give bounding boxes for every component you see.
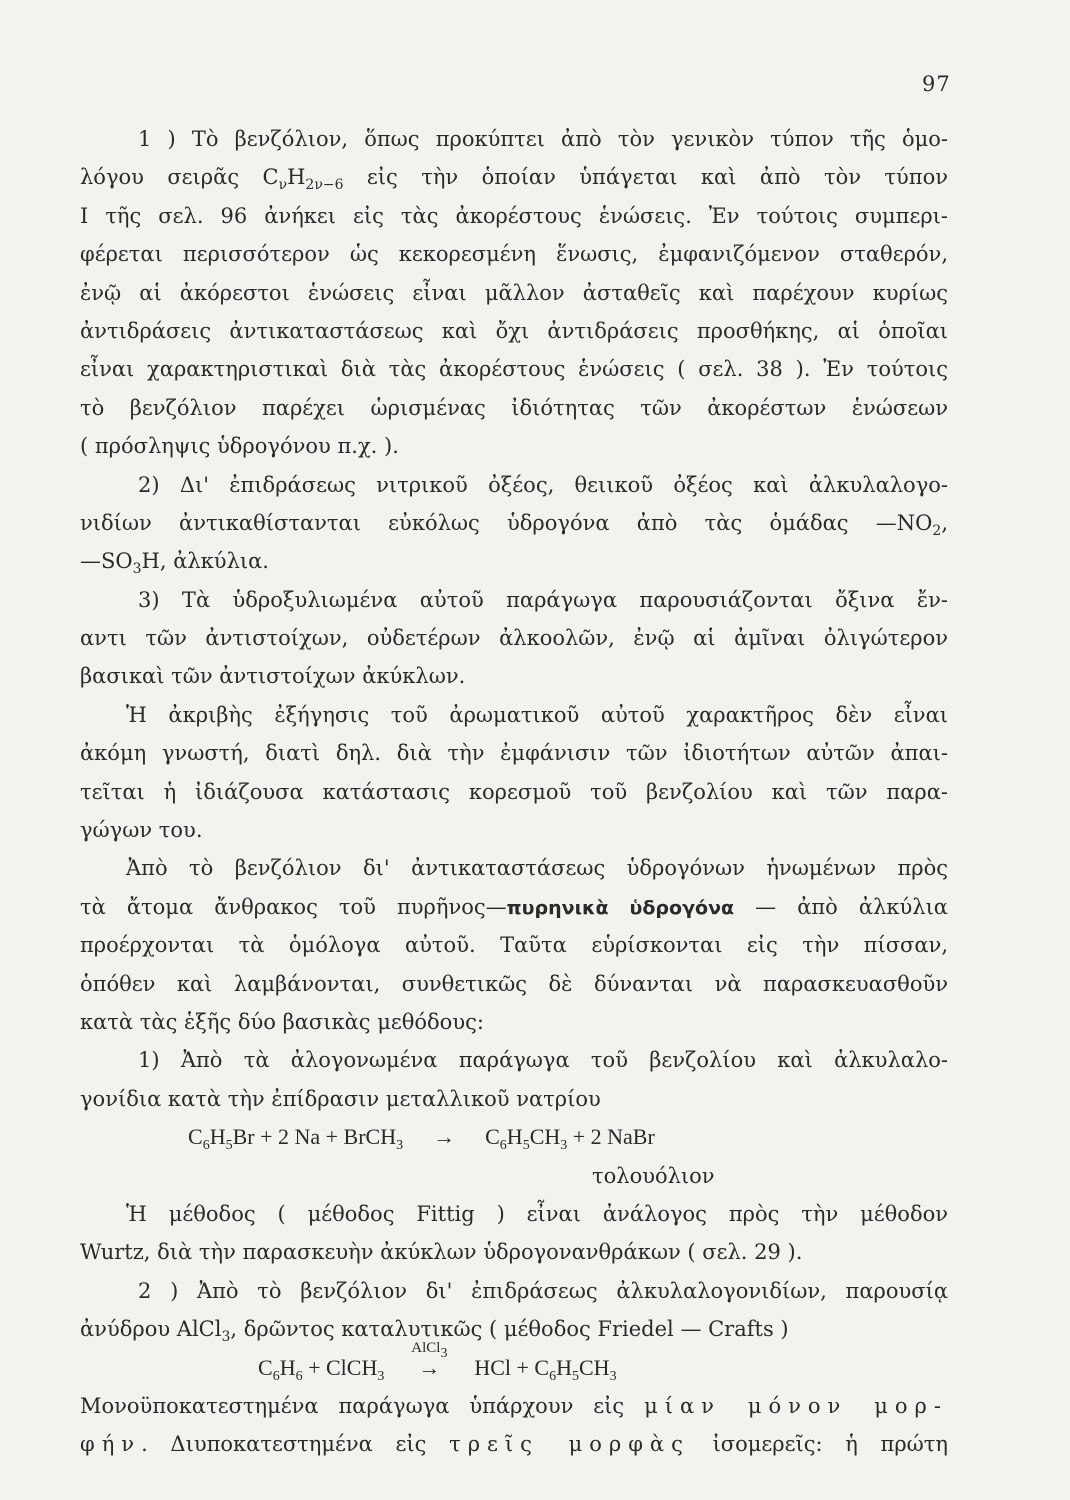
reaction-fittig: $C_6H_5Br + 2$ Na + BrCH$_3$ → $C_6H_5CH_3 + 2$ NaBr xyxy=(188,1124,655,1154)
text-line: ὁπόθεν καὶ λαμβάνονται, συνθετικῶς δὲ δύνανται νὰ παρασκευασθοῦν xyxy=(80,971,948,996)
spaced-emphasis: φήν xyxy=(80,1432,142,1457)
catalyst-arrow: AlCl3 → xyxy=(411,1339,448,1380)
text-line: ἀντιδράσεις ἀντικαταστάσεως καὶ ὄχι ἀντιδράσεις προσθήκης, αἱ ὁποῖαι xyxy=(80,318,948,343)
text-line: λόγου σειρᾶς $C_\nu H_{2\nu-6}$ εἰς τὴν ὁποίαν ὑπάγεται καὶ ἀπὸ τὸν τύπον xyxy=(80,165,948,194)
text-line: αντι τῶν ἀντιστοίχων, οὐδετέρων ἀλκοολῶν, ἐνῷ αἱ ἀμῖναι ὀλιγώτερον xyxy=(80,626,948,651)
spaced-emphasis: τρεῖς μορφὰς xyxy=(449,1432,690,1457)
text-line: φήν. Διυποκατεστημένα εἰς τρεῖς μορφὰς ἰσομερεῖς: ἡ πρώτη xyxy=(80,1432,949,1457)
text-line: Ἡ μέθοδος ( μέθοδος Fittig ) εἶναι ἀνάλογος πρὸς τὴν μέθοδον xyxy=(126,1201,948,1226)
text-line: Μονοϋποκατεστημένα παράγωγα ὑπάρχουν εἰς μίαν μόνον μορ- xyxy=(80,1393,948,1418)
text-line: νιδίων ἀντικαθίστανται εὐκόλως ὑδρογόνα ἀπὸ τὰς ὁμάδας $—NO_2$, xyxy=(80,510,948,539)
spaced-emphasis: μίαν μόνον μορ- xyxy=(644,1393,948,1418)
text-line: κατὰ τὰς ἑξῆς δύο βασικὰς μεθόδους: xyxy=(80,1009,484,1034)
reaction-arrow-icon: → xyxy=(433,1124,456,1150)
text-line: τὸ βενζόλιον παρέχει ὡρισμένας ἰδιότητας τῶν ἀκορέστων ἑνώσεων xyxy=(80,395,948,420)
bold-term: πυρηνικὰ ὑδρογόνα xyxy=(506,896,735,919)
text-line: ( πρόσληψις ὑδρογόνου π.χ. ). xyxy=(80,434,399,459)
text-line: ἀκόμη γνωστή, διατὶ δηλ. διὰ τὴν ἐμφάνισιν τῶν ἰδιοτήτων αὐτῶν ἀπαι- xyxy=(80,741,948,766)
text-line: εἶναι χαρακτηριστικαὶ διὰ τὰς ἀκορέστους ἑνώσεις ( σελ. 38 ). Ἐν τούτοις xyxy=(80,357,948,382)
text-line: τὰ ἄτομα ἄνθρακος τοῦ πυρῆνος—πυρηνικὰ ὑδρογόνα — ἀπὸ ἀλκύλια xyxy=(80,894,948,919)
page-body xyxy=(80,120,948,1464)
text-line: Ἡ ἀκριβὴς ἐξήγησις τοῦ ἀρωματικοῦ αὐτοῦ χαρακτῆρος δὲν εἶναι xyxy=(126,702,948,727)
page-number: 97 xyxy=(922,72,951,96)
text-line: I τῆς σελ. 96 ἀνήκει εἰς τὰς ἀκορέστους ἑνώσεις. Ἐν τούτοις συμπερι- xyxy=(80,203,948,228)
text-line: γώγων του. xyxy=(80,818,203,843)
text-line: ἐνῷ αἱ ἀκόρεστοι ἑνώσεις εἶναι μᾶλλον ἀσταθεῖς καὶ παρέχουν κυρίως xyxy=(80,280,948,305)
text-line: ἀνύδρου AlCl$_3$, δρῶντος καταλυτικῶς ( μέθοδος Friedel — Crafts ) xyxy=(80,1317,789,1346)
reaction-arrow-icon: → xyxy=(418,1354,441,1380)
text-line: Wurtz, διὰ τὴν παρασκευὴν ἀκύκλων ὑδρογονανθράκων ( σελ. 29 ). xyxy=(80,1240,803,1265)
text-line: τεῖται ἡ ἰδιάζουσα κατάστασις κορεσμοῦ τοῦ βενζολίου καὶ τῶν παρα- xyxy=(80,779,948,804)
text-line: 3) Τὰ ὑδροξυλιωμένα αὐτοῦ παράγωγα παρουσιάζονται ὄξινα ἔν- xyxy=(138,587,948,612)
text-line: 1 ) Τὸ βενζόλιον, ὅπως προκύπτει ἀπὸ τὸν γενικὸν τύπον τῆς ὁμο- xyxy=(138,127,948,151)
product-name: τολουόλιον xyxy=(592,1163,715,1188)
text-line: προέρχονται τὰ ὁμόλογα αὐτοῦ. Ταῦτα εὑρίσκονται εἰς τὴν πίσσαν, xyxy=(80,933,948,958)
text-line: 1) Ἀπὸ τὰ ἀλογονωμένα παράγωγα τοῦ βενζολίου καὶ ἀλκυλαλο- xyxy=(138,1048,948,1073)
text-line: 2 ) Ἀπὸ τὸ βενζόλιον δι' ἐπιδράσεως ἀλκυλαλογονιδίων, παρουσίᾳ xyxy=(138,1278,948,1303)
text-line: φέρεται περισσότερον ὡς κεκορεσμένη ἕνωσις, ἐμφανιζόμενον σταθερόν, xyxy=(80,242,948,267)
text-line: γονίδια κατὰ τὴν ἐπίδρασιν μεταλλικοῦ νατρίου xyxy=(80,1086,601,1111)
text-line: $—SO_3H$, ἀλκύλια. xyxy=(80,549,269,578)
reaction-friedel-crafts: $C_6H_6$ + ClCH$_3$ AlCl3 → HCl + $C_6H_5CH_3$ xyxy=(80,1349,948,1387)
text-line: Ἀπὸ τὸ βενζόλιον δι' ἀντικαταστάσεως ὑδρογόνων ἡνωμένων πρὸς xyxy=(126,856,948,881)
text-line: 2) Δι' ἐπιδράσεως νιτρικοῦ ὀξέος, θειικοῦ ὀξέος καὶ ἀλκυλαλογο- xyxy=(138,472,948,497)
text-line: βασικαὶ τῶν ἀντιστοίχων ἀκύκλων. xyxy=(80,664,466,689)
